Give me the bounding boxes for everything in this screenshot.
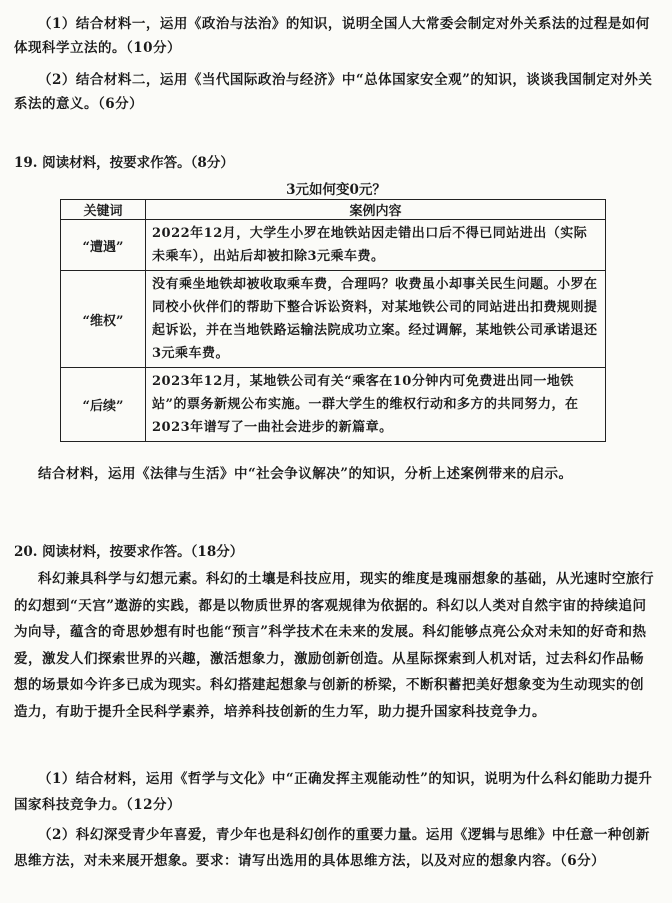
row-keyword: “维权”	[61, 271, 146, 368]
row-content: 2023年12月，某地铁公司有关“乘客在10分钟内可免费进出同一地铁站”的票务新规公布实施。一群大学生的维权行动和多方的共同努力，在2023年谱写了一曲社会进步的新篇章。	[146, 368, 606, 442]
q19-question: 结合材料，运用《法律与生活》中“社会争议解决”的知识，分析上述案例带来的启示。	[38, 466, 573, 482]
q18-part1: （1）结合材料一，运用《政治与法治》的知识，说明全国人大常委会制定对外关系法的过程是如何体现科学立法的。（10分）	[14, 16, 650, 56]
table-row	[61, 368, 606, 442]
table-row	[61, 271, 606, 368]
table-header-keyword: 关键词	[61, 200, 146, 220]
table-header-row	[61, 200, 606, 220]
q20-material: 科幻兼具科学与幻想元素。科幻的土壤是科技应用，现实的维度是瑰丽想象的基础，从光速时空旅行的幻想到“天宫”遨游的实践，都是以物质世界的客观规律为依据的。科幻以人类对自然宇宙的持续追问为向导，蕴含的奇思妙想有时也能“预言”科学技术在未来的发展。科幻能够点亮公众对未知的好奇和热爱，激发人们探索世界的兴趣，激活想象力，激励创新创造。从星际探索到人机对话，过去科幻作品畅想的场景如今许多已成为现实。科幻搭建起想象与创新的桥梁，不断积蓄把美好想象变为生动现实的创造力，有助于提升全民科学素养，培养科技创新的生力军，助力提升国家科技竞争力。	[14, 571, 654, 720]
q20-part1: （1）结合材料，运用《哲学与文化》中“正确发挥主观能动性”的知识，说明为什么科幻能助力提升国家科技竞争力。（12分）	[14, 771, 653, 813]
case-table	[60, 199, 606, 442]
q19-heading: 19. 阅读材料，按要求作答。（8分）	[14, 155, 234, 171]
q20-heading: 20. 阅读材料，按要求作答。（18分）	[14, 544, 244, 560]
row-content: 没有乘坐地铁却被收取乘车费，合理吗？收费虽小却事关民生问题。小罗在同校小伙伴们的帮助下整合诉讼资料，对某地铁公司的同站进出扣费规则提起诉讼，并在当地铁路运输法院成功立案。经过调解，某地铁公司承诺退还3元乘车费。	[146, 271, 606, 368]
row-keyword: “遭遇”	[61, 220, 146, 271]
table-title: 3元如何变0元？	[286, 182, 386, 198]
table-row	[61, 220, 606, 271]
row-keyword: “后续”	[61, 368, 146, 442]
q18-part2: （2）结合材料二，运用《当代国际政治与经济》中“总体国家安全观”的知识，谈谈我国制定对外关系法的意义。（6分）	[14, 72, 653, 112]
row-content: 2022年12月，大学生小罗在地铁站因走错出口后不得已同站进出（实际未乘车），出站后却被扣除3元乘车费。	[146, 220, 606, 271]
table-header-content: 案例内容	[146, 200, 606, 220]
q20-part2: （2）科幻深受青少年喜爱，青少年也是科幻创作的重要力量。运用《逻辑与思维》中任意一种创新思维方法，对未来展开想象。要求：请写出选用的具体思维方法，以及对应的想象内容。（6分）	[14, 827, 650, 869]
